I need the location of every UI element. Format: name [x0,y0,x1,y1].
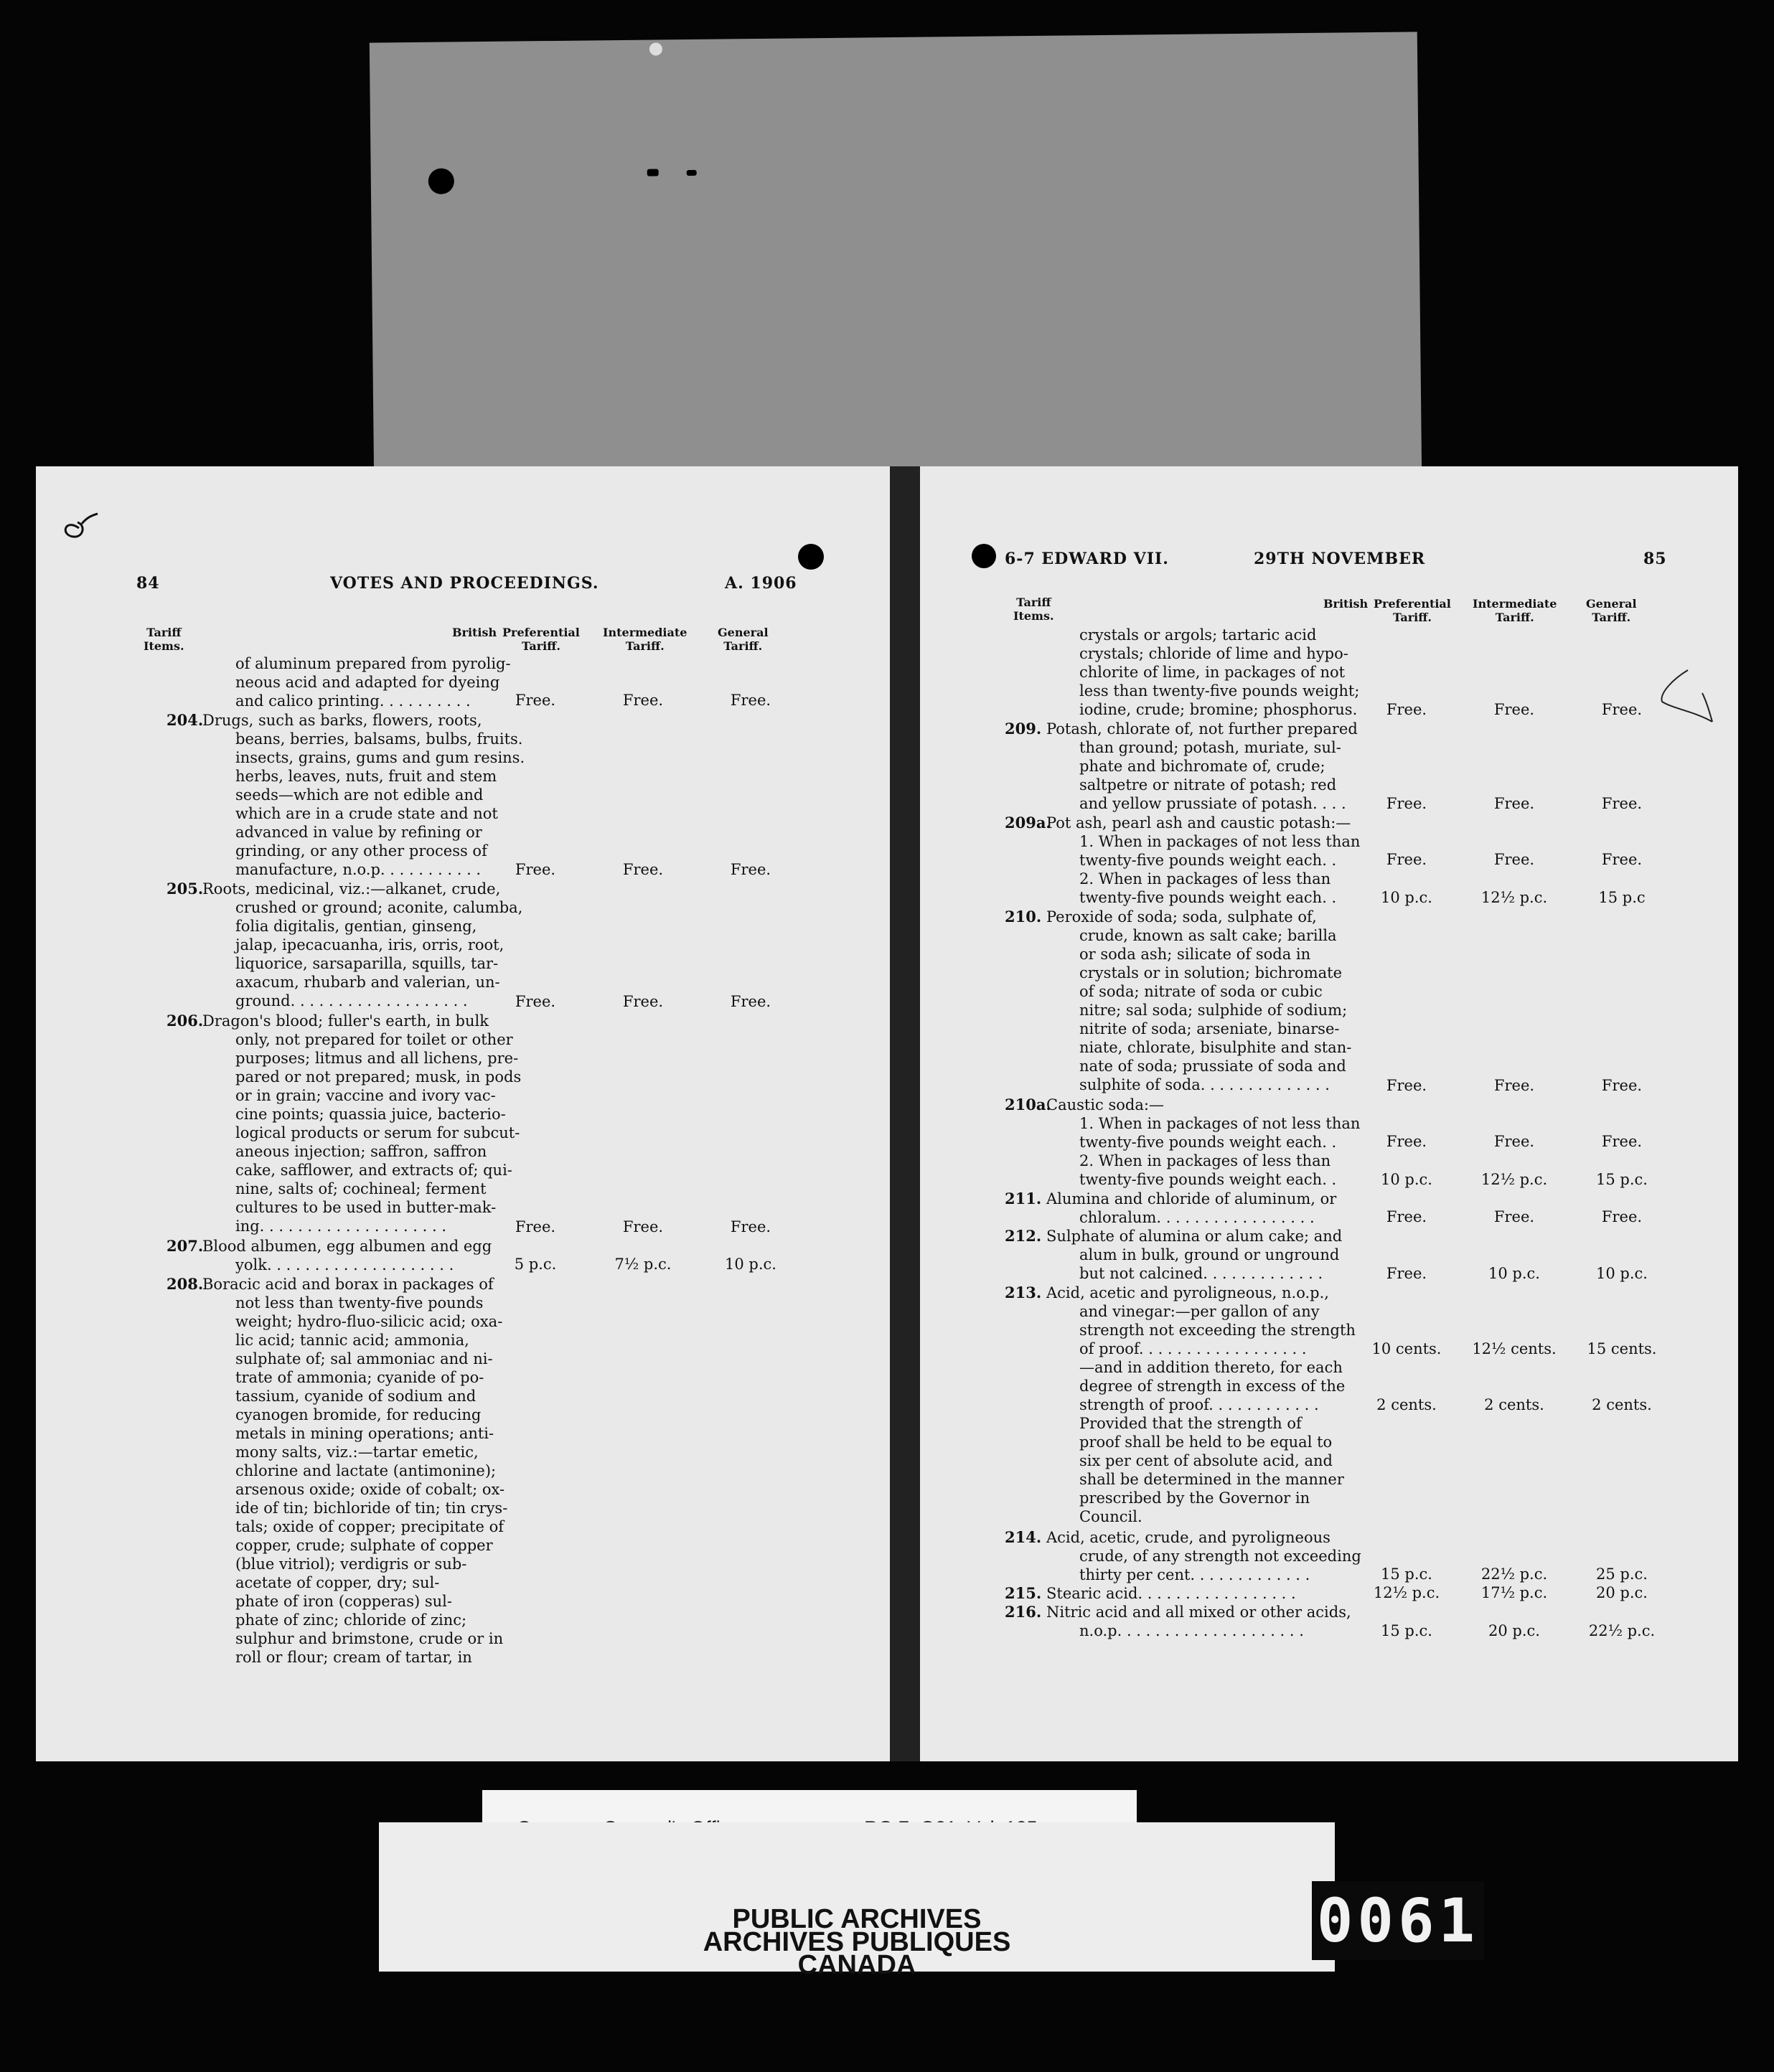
rate-general: Free. [730,861,771,879]
rate-preferential: 15 p.c. [1381,1621,1432,1639]
tariff-description-line: Acid, acetic and pyroligneous, n.o.p., [1046,1284,1329,1301]
tariff-entry [1005,1096,1369,1190]
tariff-description-line: or in grain; vaccine and ivory vac- [235,1086,496,1104]
tariff-description-line: crystals or argols; tartaric acid [1079,626,1317,644]
tariff-entry [1005,1603,1369,1640]
tariff-description-line: or soda ash; silicate of soda in [1079,946,1311,963]
tariff-description-line: logical products or serum for subcut- [235,1124,520,1141]
tariff-description-line: 1. When in packages of not less than [1079,1115,1361,1132]
punch-hole [687,170,697,176]
tariff-entry [1005,814,1369,908]
rate-general: Free. [730,1218,771,1235]
tariff-description-line: metals in mining operations; anti- [235,1424,494,1442]
tariff-entry [1005,720,1369,814]
rate-general: Free. [1601,1208,1643,1226]
tariff-description-line: cultures to be used in butter-mak- [235,1198,497,1216]
tariff-description-line: herbs, leaves, nuts, fruit and stem [235,767,497,785]
tariff-item-number: 211. [1005,1190,1042,1207]
tariff-description-line: Blood albumen, egg albumen and egg [202,1238,492,1256]
tariff-description-line: purposes; litmus and all lichens, pre- [235,1049,519,1067]
tariff-entry [166,1275,532,1670]
tariff-description-line: —and in addition thereto, for each [1079,1359,1343,1376]
tariff-description-line: Roots, medicinal, viz.:—alkanet, crude, [202,880,501,898]
tariff-description-line: niate, chlorate, bisulphite and stan- [1079,1039,1352,1056]
tariff-description-line: twenty-five pounds weight each. . [1079,889,1337,906]
tariff-description-line: axacum, rhubarb and valerian, un- [235,974,500,992]
tariff-entry [166,880,532,1011]
tariff-description-line: sulphate of; sal ammoniac and ni- [235,1350,493,1367]
tariff-item-number: 207. [166,1237,204,1256]
public-archives-stamp [379,1822,1335,1980]
tariff-description-line: thirty per cent. . . . . . . . . . . . . [1079,1565,1310,1583]
tariff-description-line: prescribed by the Governor in [1079,1489,1310,1507]
tariff-description-line: nitrite of soda; arseniate, binarse- [1079,1020,1340,1037]
tariff-description-line: and yellow prussiate of potash. . . . [1079,795,1346,812]
rate-preferential: Free. [515,692,556,710]
tariff-description-line: sulphite of soda. . . . . . . . . . . . . . [1079,1076,1330,1093]
tariff-description-line: twenty-five pounds weight each. . [1079,852,1337,869]
tariff-description-line: Nitric acid and all mixed or other acids, [1046,1604,1351,1621]
rate-intermediate: Free. [622,992,664,1010]
tariff-description-line: (blue vitriol); verdigris or sub- [235,1555,467,1573]
rate-general: 22½ p.c. [1588,1621,1656,1639]
col-head-british: British [1323,597,1369,611]
tariff-description-line: chlorite of lime, in packages of not [1079,664,1346,681]
tariff-item-number: 208. [166,1274,204,1293]
tariff-description-line: phate of iron (copperas) sul- [235,1592,452,1610]
rate-preferential: 12½ p.c. [1373,1584,1440,1602]
tariff-description-line: six per cent of absolute acid, and [1079,1452,1333,1469]
rate-general: 15 p.c [1598,888,1646,906]
tariff-description-line: nitre; sal soda; sulphide of sodium; [1079,1002,1348,1019]
rate-preferential: Free. [515,861,556,879]
rate-intermediate: Free. [1493,794,1535,812]
tariff-description-line: of soda; nitrate of soda or cubic [1079,983,1323,1000]
stamp-line-english: PUBLIC ARCHIVES [732,1904,982,1934]
tariff-description-line: trate of ammonia; cyanide of po- [235,1368,484,1386]
rate-general: Free. [730,692,771,710]
stamp-line-french: ARCHIVES PUBLIQUES [703,1927,1011,1957]
rate-preferential: 10 p.c. [1381,1170,1432,1188]
tariff-description-line: alum in bulk, ground or unground [1079,1246,1340,1264]
tariff-entry [166,711,532,880]
rate-intermediate: Free. [1493,1076,1535,1094]
rate-preferential: Free. [1386,851,1427,869]
col-head-intermediate: Intermediate Tariff. [1473,597,1557,624]
tariff-description-line: Peroxide of soda; soda, sulphate of, [1046,908,1317,926]
rate-preferential: Free. [1386,1133,1427,1151]
tariff-description-line: liquorice, sarsaparilla, squills, tar- [235,955,499,973]
tariff-description-line: and vinegar:—per gallon of any [1079,1303,1320,1320]
rate-general: Free. [1601,1133,1643,1151]
tariff-description-line: cine points; quassia juice, bacterio- [235,1105,506,1123]
tariff-item-number: 204. [166,710,204,729]
rate-preferential: Free. [1386,1208,1427,1226]
rate-general: 10 p.c. [725,1256,776,1273]
rate-intermediate: 12½ p.c. [1480,888,1548,906]
col-head-intermediate: Intermediate Tariff. [603,626,687,653]
rate-preferential: 2 cents. [1376,1396,1437,1414]
rate-intermediate: Free. [1493,1208,1535,1226]
rate-general: Free. [1601,1076,1643,1094]
tariff-description-line: neous acid and adapted for dyeing [235,674,500,691]
tariff-description-line: strength of proof. . . . . . . . . . . . [1079,1396,1319,1413]
tariff-description-line: cake, safflower, and extracts of; qui- [235,1161,512,1179]
rate-intermediate: 20 p.c. [1488,1621,1540,1639]
tariff-description-line: weight; hydro-fluo-silicic acid; oxa- [235,1312,503,1330]
tariff-description-line: phate of zinc; chloride of zinc; [235,1611,467,1629]
tariff-description-line: only, not prepared for toilet or other [235,1030,513,1048]
tariff-description-line: Pot ash, pearl ash and caustic potash:— [1046,814,1351,832]
rate-preferential: Free. [1386,1076,1427,1094]
tariff-description-line: Alumina and chloride of aluminum, or [1046,1190,1337,1207]
tariff-description-line: seeds—which are not edible and [235,786,484,804]
rate-intermediate: 12½ cents. [1472,1339,1557,1357]
session-label: A. 1906 [725,574,797,593]
tariff-description-line: Boracic acid and borax in packages of [202,1275,494,1293]
tariff-description-line: of proof. . . . . . . . . . . . . . . . . . [1079,1340,1307,1357]
tariff-description-line: 1. When in packages of not less than [1079,833,1361,850]
col-head-general: General Tariff. [1586,597,1637,624]
tariff-description-line: Stearic acid. . . . . . . . . . . . . . . . . [1046,1585,1296,1603]
tariff-description-line: roll or flour; cream of tartar, in [235,1648,472,1666]
tariff-description-line: Sulphate of alumina or alum cake; and [1046,1228,1343,1245]
tariff-item-number: 216. [1005,1603,1042,1621]
running-head-regnal-year: 6-7 EDWARD VII. [1005,550,1169,568]
tariff-description-line: copper, crude; sulphate of copper [235,1536,493,1554]
rate-intermediate: Free. [622,861,664,879]
tariff-description-line: Potash, chlorate of, not further prepared [1046,720,1358,738]
rate-intermediate: 17½ p.c. [1480,1584,1548,1602]
rate-general: Free. [1601,794,1643,812]
tariff-item-number: 209. [1005,720,1042,738]
tariff-description-line: degree of strength in excess of the [1079,1378,1346,1395]
tariff-item-number: 209a. [1005,814,1051,832]
tariff-entry [166,654,532,711]
punch-hole [649,42,662,55]
col-head-british: British [452,626,497,639]
tariff-entry [1005,1528,1369,1585]
rate-preferential: Free. [1386,700,1427,718]
tariff-entry [166,1012,532,1237]
rate-preferential: Free. [515,1218,556,1235]
tariff-description-line: not less than twenty-five pounds [235,1294,484,1312]
rate-general: Free. [1601,700,1643,718]
tariff-item-number: 206. [166,1011,204,1030]
rate-preferential: Free. [1386,794,1427,812]
archive-folder-cover [370,32,1422,487]
tariff-description-line: shall be determined in the manner [1079,1471,1344,1488]
tariff-description-line: pared or not prepared; musk, in pods [235,1068,522,1086]
running-head: VOTES AND PROCEEDINGS. [330,574,599,593]
page-number: 84 [136,574,160,593]
tariff-description-line: iodine, crude; bromine; phosphorus. [1079,701,1358,718]
rate-general: 15 cents. [1587,1339,1657,1357]
rate-general: 25 p.c. [1596,1565,1648,1583]
tariff-description-line: cyanogen bromide, for reducing [235,1405,482,1423]
tariff-description-line: tals; oxide of copper; precipitate of [235,1517,504,1535]
stamp-line-country: CANADA [797,1950,916,1980]
tariff-entry [1005,1227,1369,1284]
punch-hole [972,544,996,568]
col-head-preferential: Preferential Tariff. [1374,597,1451,624]
tariff-description-line: ing. . . . . . . . . . . . . . . . . . . . [235,1217,447,1235]
tariff-description-line: grinding, or any other process of [235,842,487,860]
running-head-date: 29TH NOVEMBER [1254,550,1426,568]
tariff-description-line: advanced in value by refining or [235,823,482,841]
tariff-description-line: ground. . . . . . . . . . . . . . . . . . . [235,992,468,1010]
tariff-description-line: lic acid; tannic acid; ammonia, [235,1331,469,1349]
tariff-entry [1005,908,1369,1096]
tariff-description-line: but not calcined. . . . . . . . . . . . . [1079,1265,1323,1283]
rate-intermediate: 12½ p.c. [1480,1170,1548,1188]
rate-intermediate: 2 cents. [1484,1396,1544,1414]
tariff-description-line: twenty-five pounds weight each. . [1079,1171,1337,1188]
tariff-description-line: proof shall be held to be equal to [1079,1433,1333,1451]
tariff-description-line: than ground; potash, muriate, sul- [1079,739,1341,756]
tariff-item-number: 215. [1005,1584,1042,1603]
tariff-description-line: Acid, acetic, crude, and pyroligneous [1046,1528,1330,1546]
rate-preferential: 15 p.c. [1381,1565,1432,1583]
rate-general: Free. [1601,851,1643,869]
rate-intermediate: Free. [622,1218,664,1235]
handwritten-mark [57,511,100,540]
tariff-description-line: ide of tin; bichloride of tin; tin crys- [235,1499,508,1517]
tariff-description-line: mony salts, viz.:—tartar emetic, [235,1443,479,1461]
tariff-description-line: 2. When in packages of less than [1079,870,1331,887]
punch-hole [798,544,824,570]
tariff-description-line: 2. When in packages of less than [1079,1152,1331,1169]
rate-intermediate: 10 p.c. [1488,1264,1540,1282]
tariff-description-line: jalap, ipecacuanha, iris, orris, root, [235,936,504,954]
tariff-item-number: 205. [166,880,204,898]
tariff-description-line: aneous injection; saffron, saffron [235,1142,487,1160]
tariff-description-line: nate of soda; prussiate of soda and [1079,1058,1346,1075]
tariff-description-line: manufacture, n.o.p. . . . . . . . . . . [235,860,482,878]
page-number: 85 [1643,550,1667,568]
col-head-preferential: Preferential Tariff. [502,626,580,653]
tariff-description-line: Drugs, such as barks, flowers, roots, [202,711,482,729]
tariff-description-line: twenty-five pounds weight each. . [1079,1134,1337,1151]
tariff-description-line: folia digitalis, gentian, ginseng, [235,918,477,936]
tariff-item-number: 210. [1005,908,1042,926]
tariff-description-line: crude, of any strength not exceeding [1079,1547,1361,1565]
tariff-description-line: chlorine and lactate (antimonine); [235,1461,497,1479]
book-gutter [890,466,920,1761]
tariff-entry [1005,1190,1369,1227]
tariff-description-line: nine, salts of; cochineal; ferment [235,1179,487,1197]
rate-general: 2 cents. [1592,1396,1652,1414]
tariff-description-line: beans, berries, balsams, bulbs, fruits. [235,730,523,748]
tariff-description-line: insects, grains, gums and gum resins. [235,748,525,766]
tariff-description-line: sulphur and brimstone, crude or in [235,1629,504,1647]
rate-general: Free. [730,992,771,1010]
tariff-description-line: yolk. . . . . . . . . . . . . . . . . . . . [235,1256,454,1274]
rate-intermediate: Free. [1493,851,1535,869]
rate-preferential: Free. [1386,1264,1427,1282]
rate-intermediate: 22½ p.c. [1480,1565,1548,1583]
left-page [36,466,890,1761]
tariff-description-line: Provided that the strength of [1079,1415,1302,1432]
tariff-description-line: crude, known as salt cake; barilla [1079,927,1337,944]
tariff-entry [1005,1284,1369,1528]
rate-intermediate: Free. [622,692,664,710]
tariff-description-line: Caustic soda:— [1046,1096,1164,1113]
rate-preferential: 10 cents. [1371,1339,1442,1357]
tariff-description-line: chloralum. . . . . . . . . . . . . . . . . [1079,1209,1315,1226]
rate-intermediate: 7½ p.c. [614,1256,672,1273]
tariff-description-line: crystals; chloride of lime and hypo- [1079,645,1348,662]
right-page [920,466,1738,1761]
col-head-items: Tariff Items. [1013,595,1054,623]
punch-hole [428,168,454,194]
rate-intermediate: Free. [1493,1133,1535,1151]
handwritten-scribble [1645,664,1724,729]
punch-hole [647,169,659,176]
tariff-item-number: 210a. [1005,1096,1051,1113]
rate-preferential: 5 p.c. [514,1256,557,1273]
frame-counter [1312,1881,1484,1960]
tariff-description-line: of aluminum prepared from pyrolig- [235,655,511,672]
tariff-description-line: crystals or in solution; bichromate [1079,964,1343,981]
rate-general: 10 p.c. [1596,1264,1648,1282]
tariff-item-number: 213. [1005,1284,1042,1301]
tariff-item-number: 214. [1005,1527,1042,1546]
tariff-description-line: strength not exceeding the strength [1079,1322,1356,1339]
col-head-general: General Tariff. [718,626,769,653]
tariff-description-line: tassium, cyanide of sodium and [235,1387,477,1405]
tariff-description-line: saltpetre or nitrate of potash; red [1079,776,1337,794]
rate-general: 15 p.c. [1596,1170,1648,1188]
tariff-description-line: arsenous oxide; oxide of cobalt; ox- [235,1480,505,1498]
tariff-item-number: 212. [1005,1227,1042,1245]
tariff-description-line: Council. [1079,1508,1142,1525]
col-head-items: Tariff Items. [144,626,184,653]
tariff-description-line: Dragon's blood; fuller's earth, in bulk [202,1012,489,1030]
tariff-description-line: crushed or ground; aconite, calumba, [235,899,523,917]
tariff-entry [166,1237,532,1274]
rate-preferential: Free. [515,992,556,1010]
tariff-description-line: acetate of copper, dry; sul- [235,1573,440,1591]
tariff-entry [1005,1584,1369,1603]
frame-number: 0061 [1316,1885,1480,1956]
tariff-entry [1005,626,1369,720]
rate-preferential: 10 p.c. [1381,888,1432,906]
rate-intermediate: Free. [1493,700,1535,718]
tariff-description-line: phate and bichromate of, crude; [1079,758,1325,775]
rate-general: 20 p.c. [1596,1584,1648,1602]
tariff-description-line: less than twenty-five pounds weight; [1079,682,1360,700]
tariff-description-line: and calico printing. . . . . . . . . . [235,692,471,710]
tariff-description-line: which are in a crude state and not [235,804,498,822]
tariff-description-line: n.o.p. . . . . . . . . . . . . . . . . . . . [1079,1622,1304,1640]
